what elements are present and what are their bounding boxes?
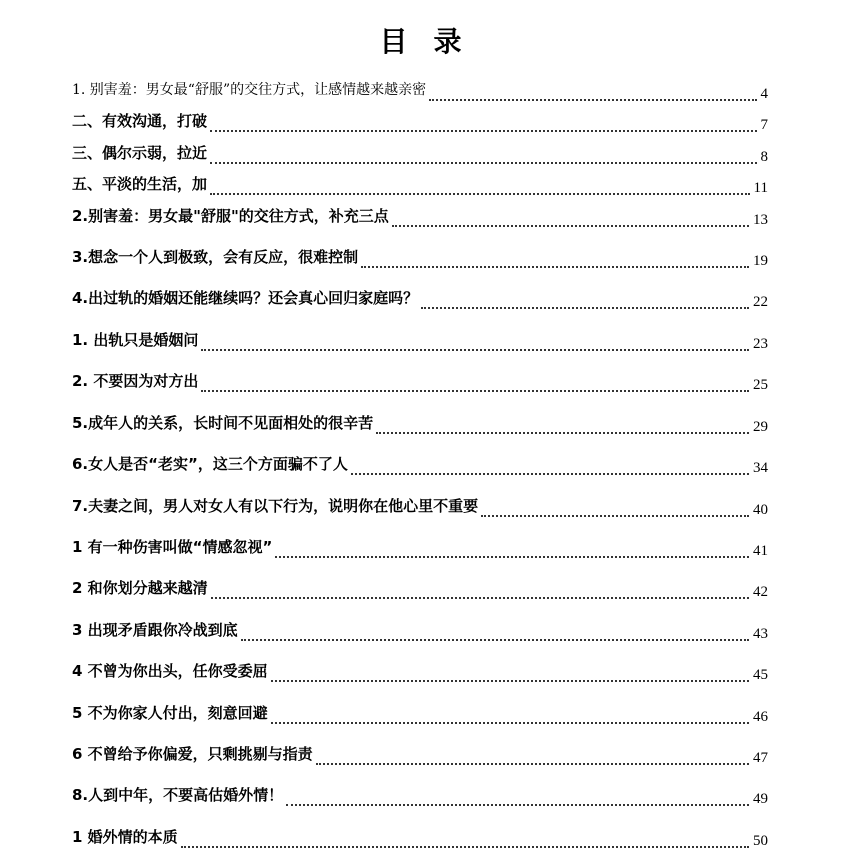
toc-entry[interactable] — [72, 492, 768, 520]
toc-entry[interactable] — [72, 533, 768, 561]
toc-entry[interactable] — [72, 284, 768, 312]
toc-entry-label: 7.夫妻之间，男人对女人有以下行为，说明你在他心里不重要 — [72, 497, 479, 515]
toc-page-number: 29 — [753, 419, 768, 435]
dot-leader — [201, 390, 749, 392]
dot-leader — [316, 763, 749, 765]
toc-entry[interactable] — [72, 170, 768, 198]
toc-entry[interactable] — [72, 450, 768, 478]
toc-entry-label: 1 婚外情的本质 — [72, 828, 178, 846]
dot-leader — [361, 266, 749, 268]
toc-entry[interactable] — [72, 326, 768, 354]
toc-entry-label: 8.人到中年，不要高估婚外情！ — [72, 786, 284, 804]
toc-page-number: 43 — [753, 626, 768, 642]
toc-entry[interactable] — [72, 574, 768, 602]
toc-entry-label: 2.别害羞：男女最"舒服"的交往方式，补充三点 — [72, 207, 389, 225]
dot-leader — [201, 349, 749, 351]
dot-leader — [181, 846, 749, 848]
dot-leader — [376, 432, 749, 434]
toc-page-number: 11 — [753, 180, 768, 196]
dot-leader — [271, 680, 749, 682]
dot-leader — [271, 722, 749, 724]
toc-page-number: 45 — [753, 667, 768, 683]
toc-page-number: 50 — [753, 833, 768, 849]
toc-page-number: 49 — [753, 791, 768, 807]
toc-entry-label: 5 不为你家人付出，刻意回避 — [72, 704, 268, 722]
dot-leader — [210, 193, 750, 195]
toc-entry[interactable] — [72, 139, 768, 167]
toc-page-number: 41 — [753, 543, 768, 559]
toc-entry-label: 6.女人是否“老实”，这三个方面骗不了人 — [72, 455, 348, 473]
dot-leader — [241, 639, 749, 641]
toc-entry-label: 2 和你划分越来越清 — [72, 579, 208, 597]
toc-entry[interactable] — [72, 202, 768, 230]
dot-leader — [210, 162, 756, 164]
toc-page-number: 47 — [753, 750, 768, 766]
toc-page-number: 25 — [753, 377, 768, 393]
toc-entry-label: 4.出过轨的婚姻还能继续吗？还会真心回归家庭吗？ — [72, 289, 419, 307]
dot-leader — [392, 225, 749, 227]
toc-entry-label: 2. 不要因为对方出 — [72, 372, 199, 390]
toc-entry[interactable] — [72, 657, 768, 685]
dot-leader — [286, 804, 749, 806]
toc-entry[interactable] — [72, 107, 768, 135]
toc-entry-label: 1 有一种伤害叫做“情感忽视” — [72, 538, 273, 556]
toc-entry[interactable] — [72, 409, 768, 437]
toc-entry[interactable] — [72, 616, 768, 644]
toc-page-number: 13 — [753, 212, 768, 228]
toc-entry[interactable] — [72, 699, 768, 727]
toc-entry-label: 五、平淡的生活，加 — [72, 175, 208, 193]
toc-page-number: 46 — [753, 709, 768, 725]
toc-page-number: 40 — [753, 502, 768, 518]
toc-entry[interactable] — [72, 76, 768, 104]
toc-entry-label: 1. 出轨只是婚姻问 — [72, 331, 199, 349]
dot-leader — [429, 99, 756, 101]
toc-entry-label: 二、有效沟通，打破 — [72, 112, 208, 130]
toc-entry-label: 5.成年人的关系，长时间不见面相处的很辛苦 — [72, 414, 374, 432]
toc-entry[interactable] — [72, 740, 768, 768]
toc-entry-label: 3 出现矛盾跟你冷战到底 — [72, 621, 238, 639]
toc-entry-label: 6 不曾给予你偏爱，只剩挑剔与指责 — [72, 745, 313, 763]
toc-page-number: 42 — [753, 584, 768, 600]
toc-entry-label: 4 不曾为你出头，任你受委屈 — [72, 662, 268, 680]
toc-page-number: 19 — [753, 253, 768, 269]
toc-entry-label: 3.想念一个人到极致，会有反应，很难控制 — [72, 248, 359, 266]
toc-entry[interactable] — [72, 243, 768, 271]
toc-entry[interactable] — [72, 781, 768, 809]
toc-entry[interactable] — [72, 367, 768, 395]
toc-entry[interactable] — [72, 823, 768, 851]
toc-page-number: 4 — [760, 86, 768, 102]
dot-leader — [351, 473, 749, 475]
toc-page-number: 7 — [760, 117, 768, 133]
toc-page-number: 8 — [760, 149, 768, 165]
toc-page-number: 34 — [753, 460, 768, 476]
dot-leader — [421, 307, 749, 309]
dot-leader — [210, 130, 756, 132]
page-title: 目录 — [379, 25, 488, 58]
toc-page-number: 23 — [753, 336, 768, 352]
dot-leader — [211, 597, 749, 599]
toc-entry-label: 1. 别害羞：男女最“舒服”的交往方式，让感情越来越亲密 — [72, 82, 427, 98]
toc-page-number: 22 — [753, 294, 768, 310]
toc-entry-label: 三、偶尔示弱，拉近 — [72, 144, 208, 162]
dot-leader — [481, 515, 749, 517]
dot-leader — [275, 556, 749, 558]
